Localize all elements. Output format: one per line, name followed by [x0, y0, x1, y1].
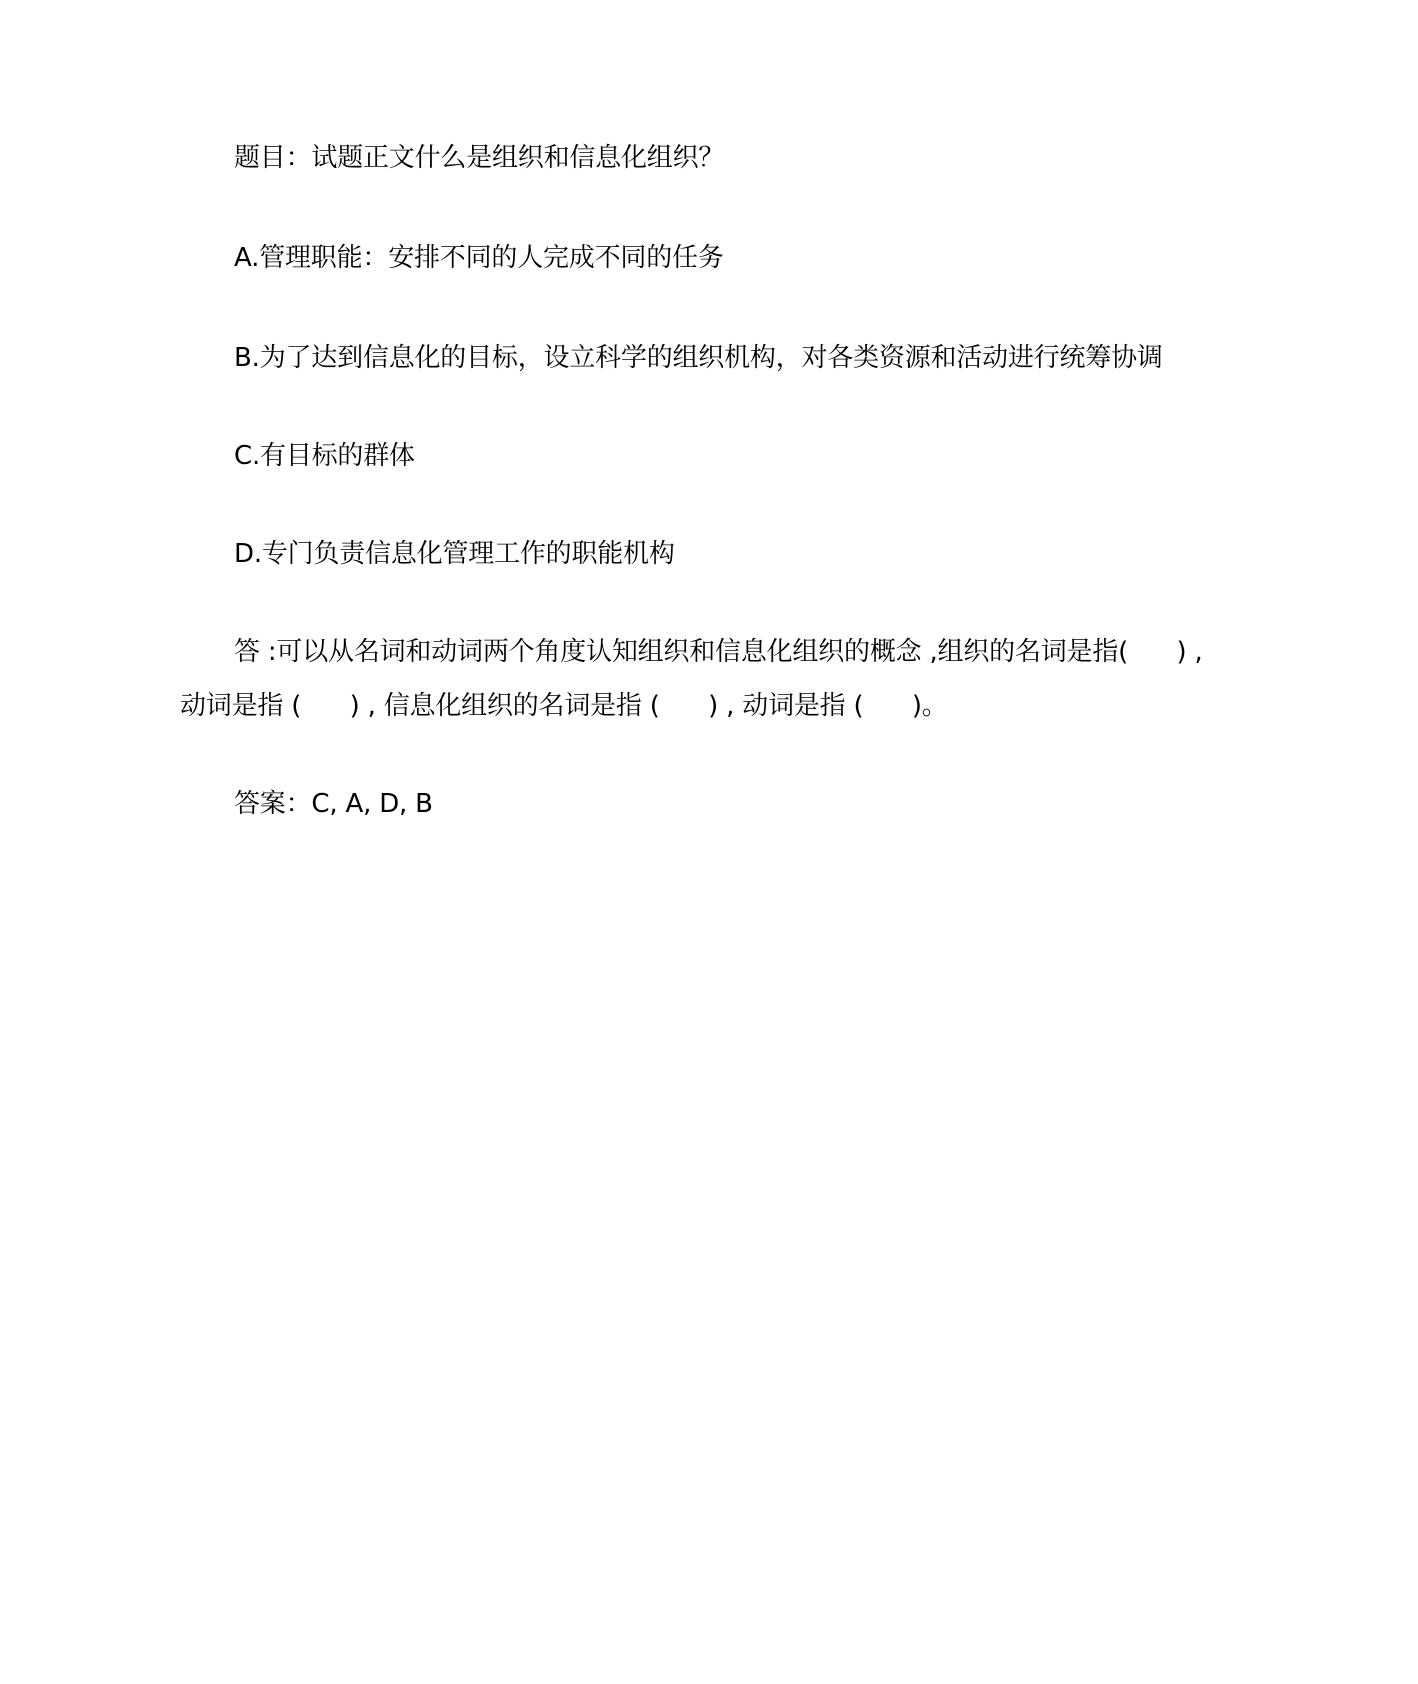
option-a: A.管理职能：安排不同的人完成不同的任务: [234, 243, 724, 273]
question-stem-line-1: 答 :可以从名词和动词两个角度认知组织和信息化组织的概念 ,组织的名词是指( ) ,: [234, 637, 1203, 667]
question-title: 题目：试题正文什么是组织和信息化组织？: [234, 143, 725, 173]
question-stem-line-2: 动词是指 ( ) , 信息化组织的名词是指 ( ) , 动词是指 ( )。: [180, 691, 948, 721]
option-b: B.为了达到信息化的目标，设立科学的组织机构，对各类资源和活动进行统筹协调: [234, 343, 1163, 373]
option-c: C.有目标的群体: [234, 441, 415, 471]
option-d: D.专门负责信息化管理工作的职能机构: [234, 539, 675, 569]
answer-line: 答案：C, A, D, B: [234, 789, 433, 819]
